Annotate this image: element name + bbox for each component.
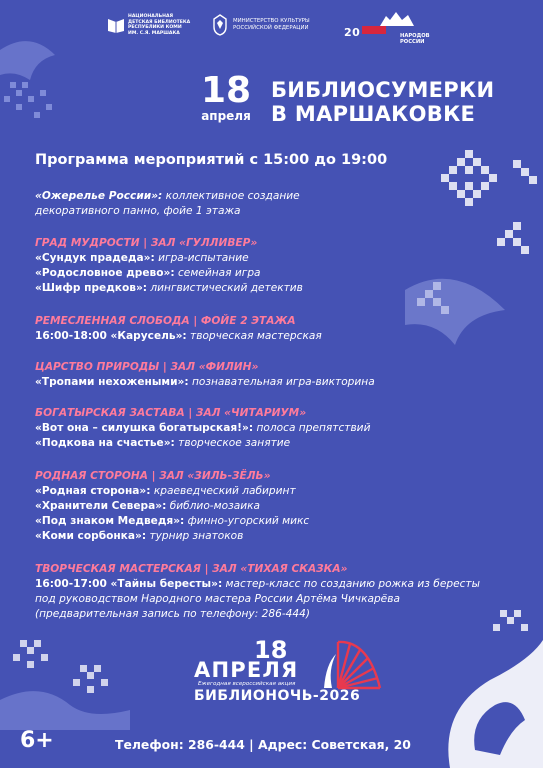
section-header: БОГАТЫРСКАЯ ЗАСТАВА | ЗАЛ «ЧИТАРИУМ» [35,407,307,419]
ministry-emblem-icon [211,14,229,36]
section-heroes [35,406,370,451]
peoples-year-logo [342,14,436,46]
list-item: «Коми сорбонка»: турнир знатоков [35,530,244,542]
list-item: «Родная сторона»: краеведческий лабиринт [35,485,296,497]
title-line-2: В МАРШАКОВКЕ [271,102,476,126]
list-item: 16:00-18:00 «Карусель»: творческая мастерская [35,330,322,342]
title-line-1: БИБЛИОСУМЕРКИ [271,78,495,102]
title-date [198,72,254,123]
ministry-logo-text: МИНИСТЕРСТВО КУЛЬТУРЫ РОССИЙСКОЙ ФЕДЕРАЦИИ [233,18,310,31]
library-logo-text: НАЦИОНАЛЬНАЯ ДЕТСКАЯ БИБЛИОТЕКА РЕСПУБЛИКИ КОМИ ИМ. С.Я. МАРШАКА [128,14,191,36]
ornament-bottom-left [0,620,150,730]
footer-logo-month: АПРЕЛЯ [194,658,299,682]
list-item: «Вот она – силушка богатырская!»: полоса препятствий [35,422,371,434]
footer-logo-name: БИБЛИОНОЧЬ-2026 [194,688,361,704]
section-header: ЦАРСТВО ПРИРОДЫ | ЗАЛ «ФИЛИН» [35,361,259,373]
ministry-logo [211,14,310,36]
list-item: декоративного панно, фойе 1 этажа [35,205,241,217]
list-item: (предварительная запись по телефону: 286-444) [35,608,311,620]
section-header: ТВОРЧЕСКАЯ МАСТЕРСКАЯ | ЗАЛ «ТИХАЯ СКАЗКА» [35,563,348,575]
footer-logo-subtitle: Ежегодная всероссийская акция [198,681,296,687]
library-logo [108,14,190,36]
section-nature [35,360,375,390]
library-book-icon [108,17,124,33]
title-day: 18 [200,70,252,111]
section-native-land [35,469,309,544]
section-header: ГРАД МУДРОСТИ | ЗАЛ «ГУЛЛИВЕР» [35,237,258,249]
header-logos [0,14,543,50]
program-heading: Программа мероприятий с 15:00 до 19:00 [35,152,388,168]
fan-ornament-icon [322,634,394,690]
list-item: «Родословное древо»: семейная игра [35,267,261,279]
contact-info: Телефон: 286-444 | Адрес: Советская, 20 [115,737,411,752]
list-item: «Под знаком Медведя»: финно-угорский микс [35,515,310,527]
list-item: «Тропами нехожеными»: познавательная игра-викторина [35,376,375,388]
title-month: апреля [201,109,251,123]
ornament-right [395,140,543,350]
biblionight-logo [194,636,404,706]
age-rating-badge: 6+ [20,728,54,753]
section-header: РЕМЕСЛЕННАЯ СЛОБОДА | ФОЙЕ 2 ЭТАЖА [35,315,296,327]
list-item: «Подкова на счастье»: творческое занятие [35,437,291,449]
section-crafts [35,314,322,344]
list-item: под руководством Народного мастера России Артёма Чичкарёва [35,593,400,605]
ornament-bottom-right [430,600,543,768]
footer-logo-day: 18 [254,636,288,664]
section-gulliver [35,236,303,296]
page-title [271,78,494,126]
list-item: 16:00-17:00 «Тайны бересты»: мастер-класс по созданию рожка из бересты [35,578,480,590]
peoples-year-logo-icon: 20 НАРОДОВ РОССИИ [342,14,436,46]
section-header: РОДНАЯ СТОРОНА | ЗАЛ «ЗИЛЬ-ЗЁЛЬ» [35,470,271,482]
list-item: «Хранители Севера»: библио-мозаика [35,500,260,512]
list-item: «Ожерелье России»: коллективное создание [35,190,300,202]
list-item: «Сундук прадеда»: игра-испытание [35,252,249,264]
list-item: «Шифр предков»: лингвистический детектив [35,282,303,294]
section-necklace [35,189,300,219]
section-workshop [35,562,480,622]
